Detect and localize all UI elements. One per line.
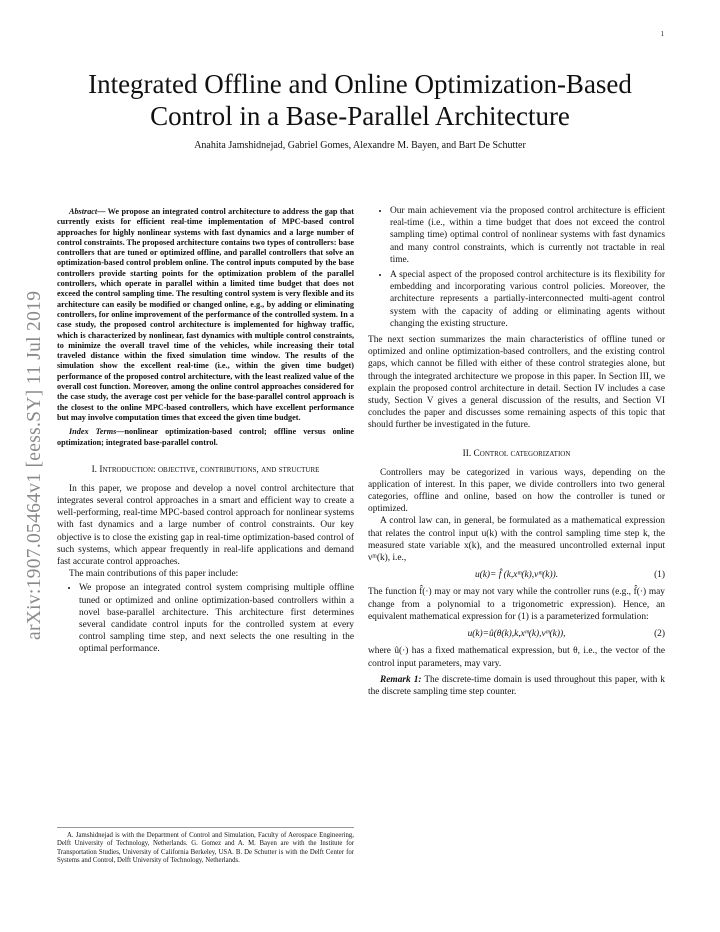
equation-2-number: (2): [654, 629, 665, 640]
section-heading-2: II. Control categorization: [462, 448, 571, 459]
index-terms-text: —nonlinear optimization-based control; offline versus online optimization; integrated base-parallel control.: [57, 427, 355, 447]
abstract-text: — We propose an integrated control architecture to address the gap that currently exists for efficient real-time implementation of MPC-based control approaches for highly nonlinear systems with fast dynamics and a large number of control constraints. The proposed architecture contains two types of controllers: base controllers that are tuned or optimized offline, and parallel controllers that solve an optimization-based control problem online. The control inputs computed by the base controllers provide starting points for the optimization problem of the parallel controllers, which operate in parallel within a limited time budget that does not exceed the control sampling time. The resulting control system is very flexible and its architecture can easily be modified or changed online, e.g., by adding or eliminating controllers, for online improvement of the performance of the controlled system. In a case study, the proposed control architecture is implemented for highway traffic, which is characterized by nonlinear, fast dynamics with multiple control constraints, to minimize the overall travel time of the vehicles, while increasing their total traveled distance within the fixed simulation time window. The results of the simulation show the excellent real-time (i.e., within the given time budget) performance of the proposed control architecture, with the least realized value of the overall cost function. Moreover, among the online control approaches considered for the case study, the average cost per vehicle for the base-parallel control approach is the closest to the online MPC-based controllers, which have excellent performance but may involve computation times that exceed the given time budget.: [57, 207, 354, 422]
remark-text: The discrete-time domain is used throughout this paper, with k the discrete sampling time step counter.: [368, 674, 665, 697]
section2-paragraph-4: where û(·) has a fixed mathematical expression, but θ, i.e., the vector of the control input parameters, may vary.: [368, 646, 665, 669]
left-column: [57, 207, 354, 660]
equation-1: [368, 569, 665, 581]
section2-paragraph-2: A control law can, in general, be formulated as a mathematical expression that relates the control input u(k) with the control sampling time step k, the measured state variable x(k), and the measured uncontrolled external input νᵐ(k), i.e.,: [368, 516, 665, 564]
equation-1-body: u(k)= f̂ (k,xᵐ(k),νᵐ(k)).: [474, 570, 559, 581]
section2-paragraph-3: The function f̂(·) may or may not vary while the controller runs (e.g., f̂(·) may change from a polynomial to a trigonometric expression). Hence, an equivalent mathematical expression for (1) is a parameterized formulation:: [368, 587, 665, 622]
intro-paragraph-1: In this paper, we propose and develop a novel control architecture that integrates several control approaches in a smart and efficient way to create a well-performing, real-time MPC-based control approach for nonlinear systems with fast dynamics and a large number of control constraints. Our key objective is to close the existing gap in real-time optimization-based control of such systems, which appear frequently in real-life applications and demand fast accurate control approaches.: [57, 483, 354, 568]
equation-1-number: (1): [654, 570, 665, 581]
paper-authors: Anahita Jamshidnejad, Gabriel Gomes, Alexandre M. Bayen, and Bart De Schutter: [194, 140, 526, 151]
contribution-item: • Our main achievement via the proposed control architecture is efficient real-time (i.e., within a time budget that does not exceed the control sampling time) optimal control of nonlinear systems with fast dynamics and many control constraints, which is currently not tractable in real time.: [390, 205, 665, 266]
contributions-list-continued: [368, 205, 665, 330]
equation-2-body: u(k)=û(θ(k),k,xᵐ(k),νᵐ(k)),: [467, 629, 566, 640]
page-number: 1: [660, 30, 664, 38]
remark-1: [368, 674, 665, 698]
intro-paragraph-2: The main contributions of this paper include:: [69, 569, 239, 580]
equation-2: [368, 628, 665, 640]
contributions-list: [57, 582, 354, 655]
contribution-item: • A special aspect of the proposed control architecture is its flexibility for embedding and incorporating various control policies. Moreover, the architecture represents a partially-interconnected multi-agent control system with the capacity of adding or eliminating agents without changing the existing structure.: [390, 269, 665, 330]
index-terms: [57, 427, 354, 448]
arxiv-watermark: arXiv:1907.05464v1 [eess.SY] 11 Jul 2019: [24, 290, 45, 640]
abstract-label: Abstract: [69, 207, 98, 216]
intro-paragraph-3: The next section summarizes the main characteristics of offline tuned or optimized and online optimization-based controllers, and the existing control gaps, which cannot be filled with either of these control strategies alone, but through the integrated architecture we propose in this paper. In Section III, we explain the proposed control architecture in detail. Section IV includes a case study, Section V gives a general discussion of the results, and Section VI concludes the paper and discusses some remaining aspects of this topic that should further be investigated in the future.: [368, 335, 665, 431]
contribution-item: • We propose an integrated control system comprising multiple offline tuned or optimized and online optimization-based controllers within a novel base-parallel architecture. This architecture first determines several candidate control inputs for the controlled system at every control sampling time step, and next selects the one resulting in the optimal performance.: [79, 582, 354, 655]
index-terms-label: Index Terms: [69, 427, 117, 437]
right-column: [368, 205, 665, 698]
section2-paragraph-1: Controllers may be categorized in various ways, depending on the application of interest. In this paper, we divide controllers into two general categories, offline and online, based on how the controller is tuned or optimized.: [368, 467, 665, 515]
abstract: [57, 207, 354, 423]
section-heading-1: I. Introduction: objective, contributions, and structure: [91, 464, 320, 475]
footnote: A. Jamshidnejad is with the Department of Control and Simulation, Faculty of Aerospace Engineering, Delft University of Technology, Netherlands. G. Gomez and A. M. Bayen are with the Institute for Transportation Studies, University of California Berkeley, USA. B. De Schutter is with the Delft Center for Systems and Control, Delft University of Technology, Netherlands.: [57, 827, 354, 865]
remark-label: Remark 1:: [380, 674, 422, 685]
paper-title: Integrated Offline and Online Optimization-Based Control in a Base-Parallel Architecture: [88, 69, 632, 131]
